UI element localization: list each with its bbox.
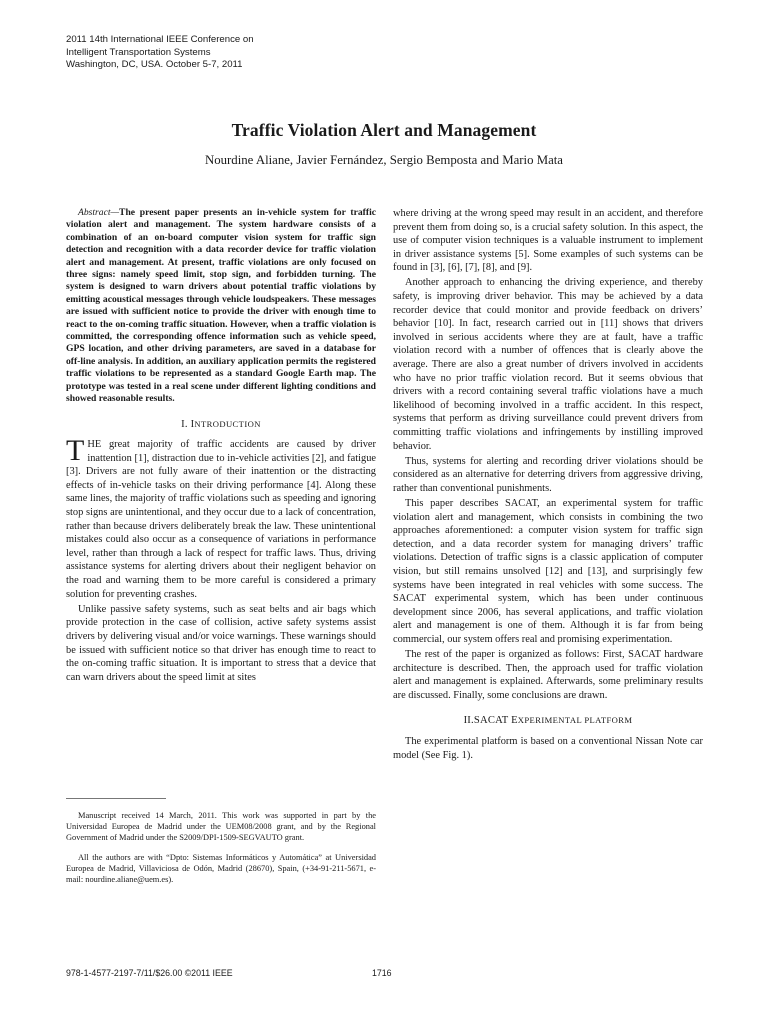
footnotes [66, 810, 376, 893]
footnote-divider [66, 798, 166, 799]
right-paragraph-6: The experimental platform is based on a conventional Nissan Note car model (See Fig. 1). [393, 735, 703, 761]
drop-cap: T [66, 434, 85, 468]
conference-header [66, 34, 366, 72]
paper-title: Traffic Violation Alert and Management [231, 120, 537, 140]
right-paragraph-1: where driving at the wrong speed may result in an accident, and therefore prevent them from doing so, is a crucial safety solution. In this aspect, the use of computer vision techniques is a valuable instrument to implement in driver assistance systems [5]. Some examples of such systems can be found in [3], [6], [7], [8], and [9]. [393, 208, 703, 274]
left-column [66, 207, 376, 686]
conference-line-3: Washington, DC, USA. October 5-7, 2011 [66, 59, 243, 70]
section-heading-introduction [66, 418, 376, 432]
section-2-rest: XPERIMENTAL PLATFORM [517, 715, 633, 726]
intro-paragraph-2: Unlike passive safety systems, such as seat belts and air bags which provide protection in the case of collision, active safety systems assist drivers by delivering visual and/or voice warnings. These warnings should be issued with sufficient notice so that driver has enough time to react to the on-coming traffic situation. It is important to stress that a device that can warn drivers about the speed limit at sites [66, 603, 376, 683]
abstract [66, 207, 376, 406]
right-paragraph-4: This paper describes SACAT, an experimental system for traffic violation alert and management, which consists in combining the two approaches aforementioned: a computer vision system for traffic sign detection, and a data recorder system for managing drivers’ traffic violations. Detection of traffic signs is a classic application of computer vision, but still remains unsolved [12] and [13], and surprisingly few systems have been integrated in real vehicles with some success. The SACAT experimental system, which has been under continuous development since 2006, has several applications, and traffic violation alert and management is one of them. Although it is far from being commercial, our system offers real and promising experimentation. [393, 497, 703, 645]
right-paragraph-2: Another approach to enhancing the driving experience, and thereby safety, is improving driver behavior. This may be achieved by a data recorder device that could monitor and provide feedback on drivers’ behavior [10]. In fact, research carried out in [11] shows that drivers involved in serious accidents where they are at fault, have a traffic violation record with a number of offences that is clearly above the average. There are also a great number of drivers involved in accidents who have no prior traffic violation record. But it seems obvious that drivers with a record containing several traffic violations have a much likelihood of becoming involved in a traffic accident. In this respect, systems that perform as driving surveillance could prevent drivers from committing traffic violations and infringements by instilling improved behavior. [393, 277, 703, 452]
right-column [393, 207, 703, 764]
intro-paragraph-1 [66, 434, 376, 601]
paper-authors: Nourdine Aliane, Javier Fernández, Sergio Bemposta and Mario Mata [205, 153, 563, 167]
isbn-footer: 978-1-4577-2197-7/11/$26.00 ©2011 IEEE [66, 968, 233, 978]
footnote-manuscript: Manuscript received 14 March, 2011. This work was supported in part by the Universidad Europea de Madrid under the UEM08/2008 grant, and by the Regional Government of Madrid under the S2009/DPI-1509-SEGVAUTO grant. [66, 811, 376, 843]
right-paragraph-3: Thus, systems for alerting and recording driver violations should be considered as an alternative for deterring drivers from aggressive driving, rather than conventional punishments. [393, 455, 703, 494]
section-1-cap: I [190, 418, 195, 430]
conference-line-1: 2011 14th International IEEE Conference on [66, 34, 254, 45]
abstract-body: The present paper presents an in-vehicle system for traffic violation alert and management. The system hardware consists of a combination of an on-board computer vision system for traffic sign detection and recognition with a data recorder device for traffic violation alert and management. At present, traffic violations are only focused on three signs: namely speed limit, stop sign, and forbidden turning. The system is designed to warn drivers about potential traffic violations by emitting acoustical messages through vehicle loudspeakers. These messages are issued with sufficient notice to provide the driver with enough time to react to the on-coming traffic situation. However, when a traffic violation is committed, the corresponding offence information such as vehicle speed, GPS location, and other driving parameters, are saved in a database for off-line analysis. In addition, an auxiliary application permits the registered traffic violations to be represented as a standard Google Earth map. The prototype was tested in a real scene under different lighting conditions and showed reasonable results. [66, 207, 376, 405]
section-1-numeral: I. [181, 418, 188, 430]
right-paragraph-5: The rest of the paper is organized as follows: First, SACAT hardware architecture is described. Then, the approach used for traffic violation alert and management is explained. Afterwards, some preliminary results are discussed. Finally, some conclusions are drawn. [393, 649, 703, 701]
section-heading-platform [393, 714, 703, 728]
section-1-rest: NTRODUCTION [194, 418, 261, 429]
intro-paragraph-1-text: HE great majority of traffic accidents are caused by driver inattention [1], distraction due to in-vehicle activities [2], and fatigue [3]. Drivers are not fully aware of their inattention or the distracting effects of in-vehicle tasks on their driving performance [4]. Along these same lines, the majority of traffic violations such as speeding and ignoring stop signs are unintentional, and they occur due to a lack of concentration, rather than because drivers deliberately break the law. These unintentional mistakes could also occur as a consequence of variations in performance level, rather than through a lack of respect for traffic laws. Thus, driving assistance systems for alerting drivers about their negligent behavior on the road and warning them to be more careful is considered a primary solution for preventing crashes. [66, 439, 376, 600]
abstract-lead: Abstract— [78, 207, 120, 218]
conference-line-2: Intelligent Transportation Systems [66, 46, 211, 58]
section-2-name: SACAT E [473, 715, 518, 727]
footnote-authors: All the authors are with “Dpto: Sistemas Informáticos y Automática” at Universidad Europea de Madrid, Villaviciosa de Odón, Madrid (28670), Spain, (+34-91-211-5671, e-mail: nourdine.aliane@uem.es). [66, 852, 376, 885]
page-number: 1716 [372, 968, 392, 978]
section-2-numeral: II. [463, 715, 474, 727]
